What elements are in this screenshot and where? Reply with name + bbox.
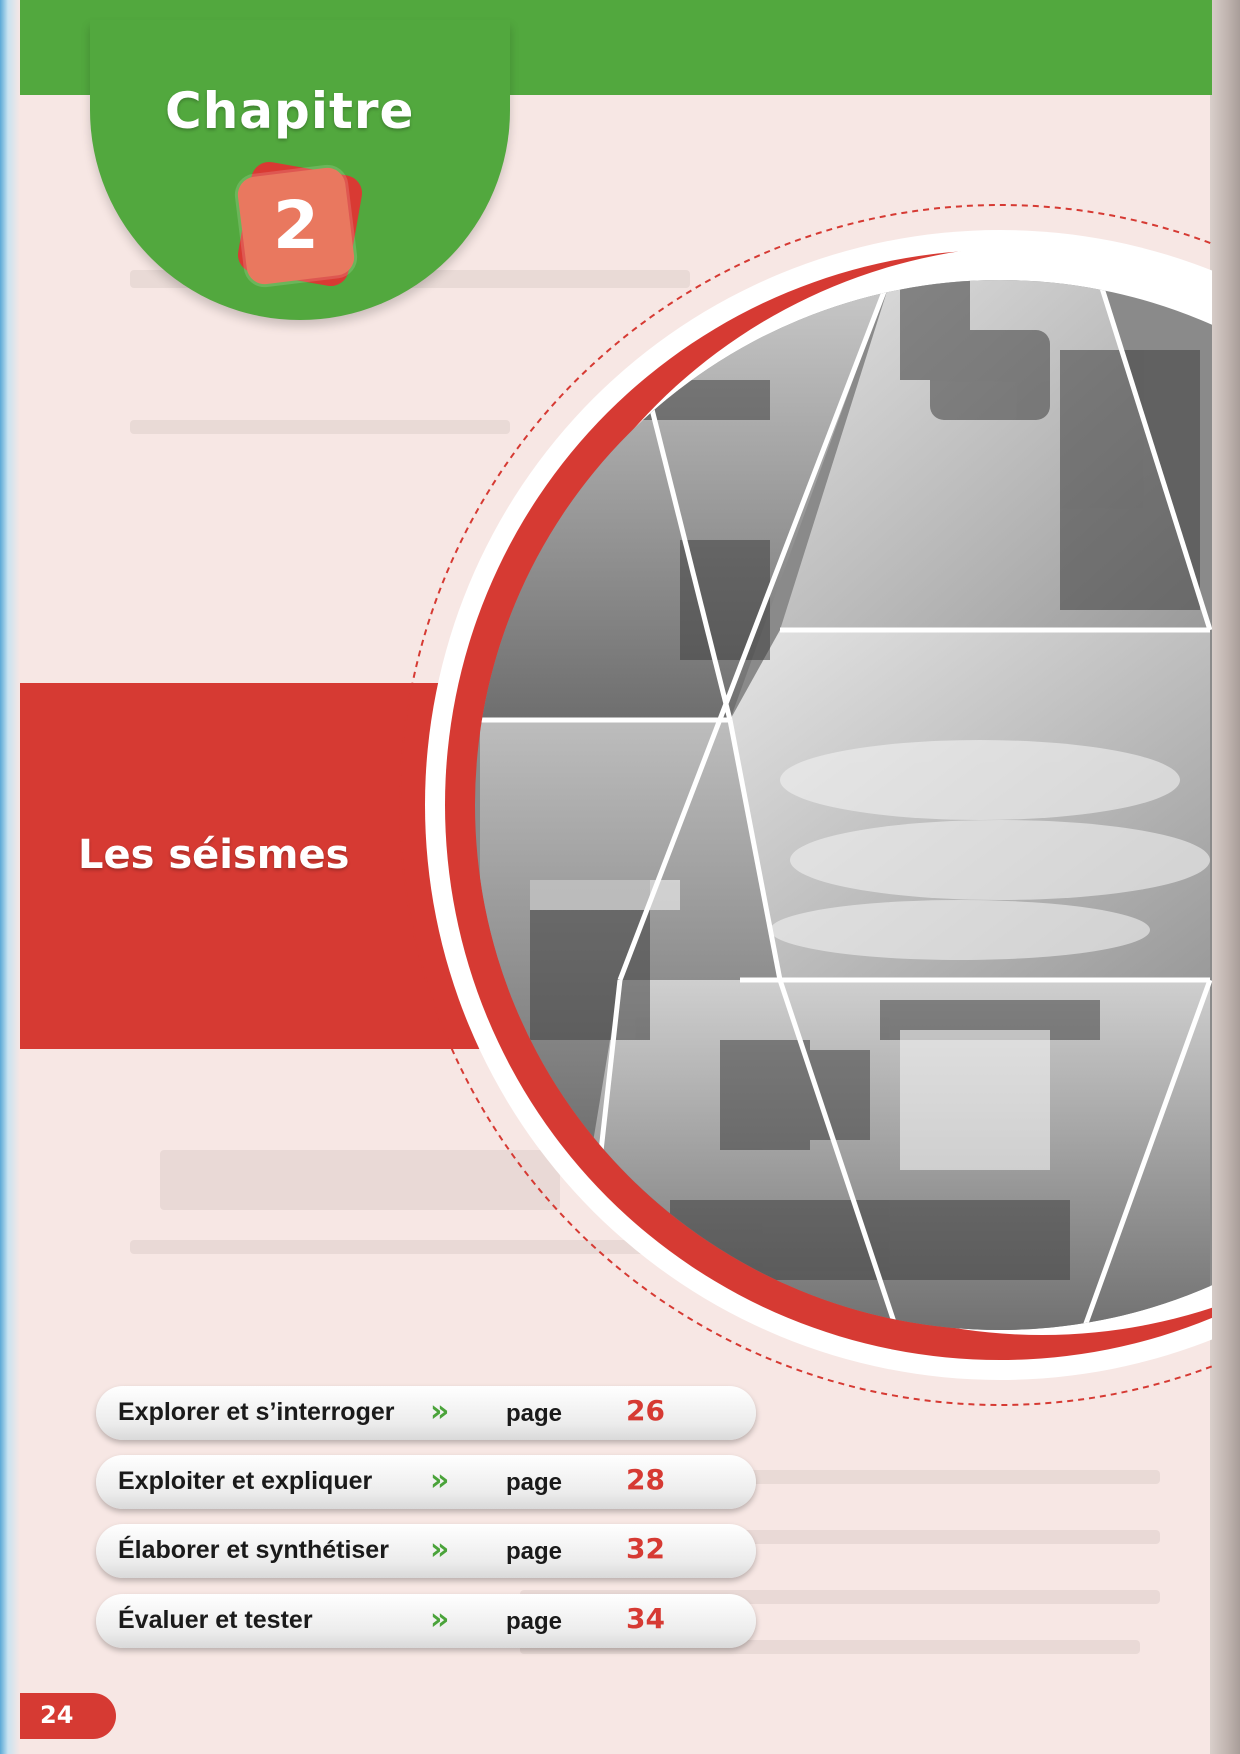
menu-page-number: 32 [626,1532,665,1565]
menu-item-exploiter[interactable] [96,1455,756,1509]
double-chevron-right-icon: » [430,1532,450,1567]
double-chevron-right-icon: » [430,1463,450,1498]
page-number: 24 [40,1701,74,1729]
menu-page-number: 34 [626,1602,665,1635]
menu-item-label: Explorer et s’interroger [118,1398,395,1426]
menu-item-evaluer[interactable] [96,1594,756,1648]
chapter-label: Chapitre [165,82,415,140]
menu-page-word: page [506,1469,563,1496]
double-chevron-right-icon: » [430,1602,450,1637]
menu-page-number: 26 [626,1394,665,1427]
menu-page-word: page [506,1538,563,1565]
chapter-title: Les séismes [78,832,350,878]
menu-page-word: page [506,1608,563,1635]
chapter-number: 2 [273,187,319,264]
menu-item-label: Évaluer et tester [118,1606,313,1634]
menu-page-word: page [506,1400,563,1427]
menu-item-elaborer[interactable] [96,1524,756,1578]
menu-page-number: 28 [626,1463,665,1496]
menu-item-label: Exploiter et expliquer [118,1467,373,1495]
menu-item-label: Élaborer et synthétiser [118,1536,389,1564]
double-chevron-right-icon: » [430,1394,450,1429]
menu-item-explorer[interactable] [96,1386,756,1440]
